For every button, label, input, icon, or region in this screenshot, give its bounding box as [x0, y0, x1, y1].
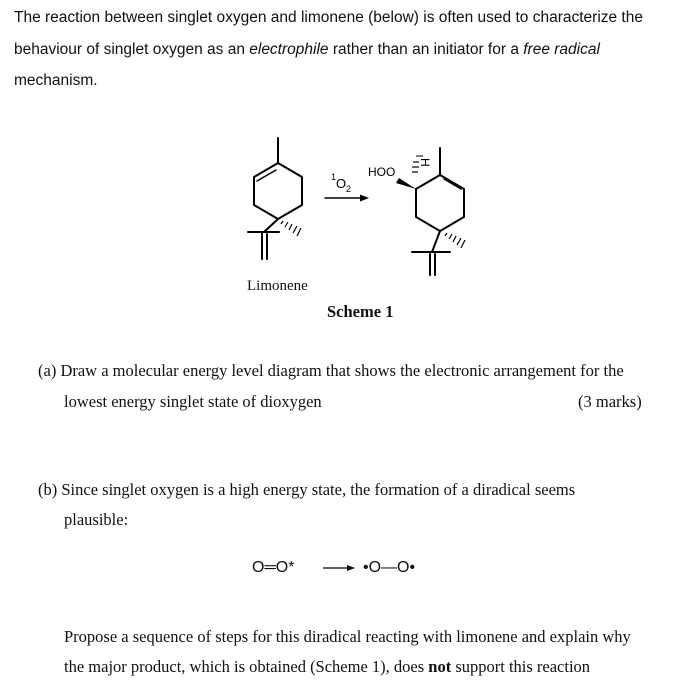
equation-left: O═O* [252, 559, 295, 576]
part-a-line-2: lowest energy singlet state of dioxygen [64, 392, 322, 411]
part-b-line-1: (b) Since singlet oxygen is a high energy state, the formation of a diradical seems [38, 480, 576, 499]
equation-right: •O—O• [363, 559, 416, 576]
reagent-o: O [336, 176, 347, 191]
part-b-line-2: plausible: [64, 510, 129, 529]
scheme-caption: Scheme 1 [327, 302, 394, 321]
h-label: H [418, 158, 432, 167]
part-a-line-1: (a) Draw a molecular energy level diagram that shows the electronic arrangement for the [38, 361, 624, 380]
propose-line-1: Propose a sequence of steps for this diradical reacting with limonene and explain why [64, 627, 631, 646]
hoo-wedge [396, 178, 416, 189]
part-a-marks: (3 marks) [578, 392, 642, 411]
reagent-subscript: 2 [346, 184, 352, 194]
reaction-scheme [0, 100, 681, 400]
intro-line-3: mechanism. [14, 72, 98, 89]
not-emphasis: not [428, 657, 452, 676]
equation-arrow [322, 562, 356, 574]
propose-line-2: the major product, which is obtained (Scheme 1), does not support this reaction [64, 657, 591, 676]
limonene-label: Limonene [247, 278, 308, 294]
electrophile-emphasis: electrophile [249, 41, 329, 58]
limonene-structure [248, 138, 302, 259]
reagent-superscript: 1 [331, 172, 337, 182]
intro-line-2: behaviour of singlet oxygen as an electrophile rather than an initiator for a free radical [14, 41, 600, 58]
intro-line-1: The reaction between singlet oxygen and limonene (below) is often used to characterize the [14, 9, 643, 26]
arrow-head [360, 195, 369, 202]
free-radical-emphasis: free radical [523, 41, 600, 58]
hoo-label: HOO [368, 165, 396, 179]
product-structure [412, 148, 464, 275]
